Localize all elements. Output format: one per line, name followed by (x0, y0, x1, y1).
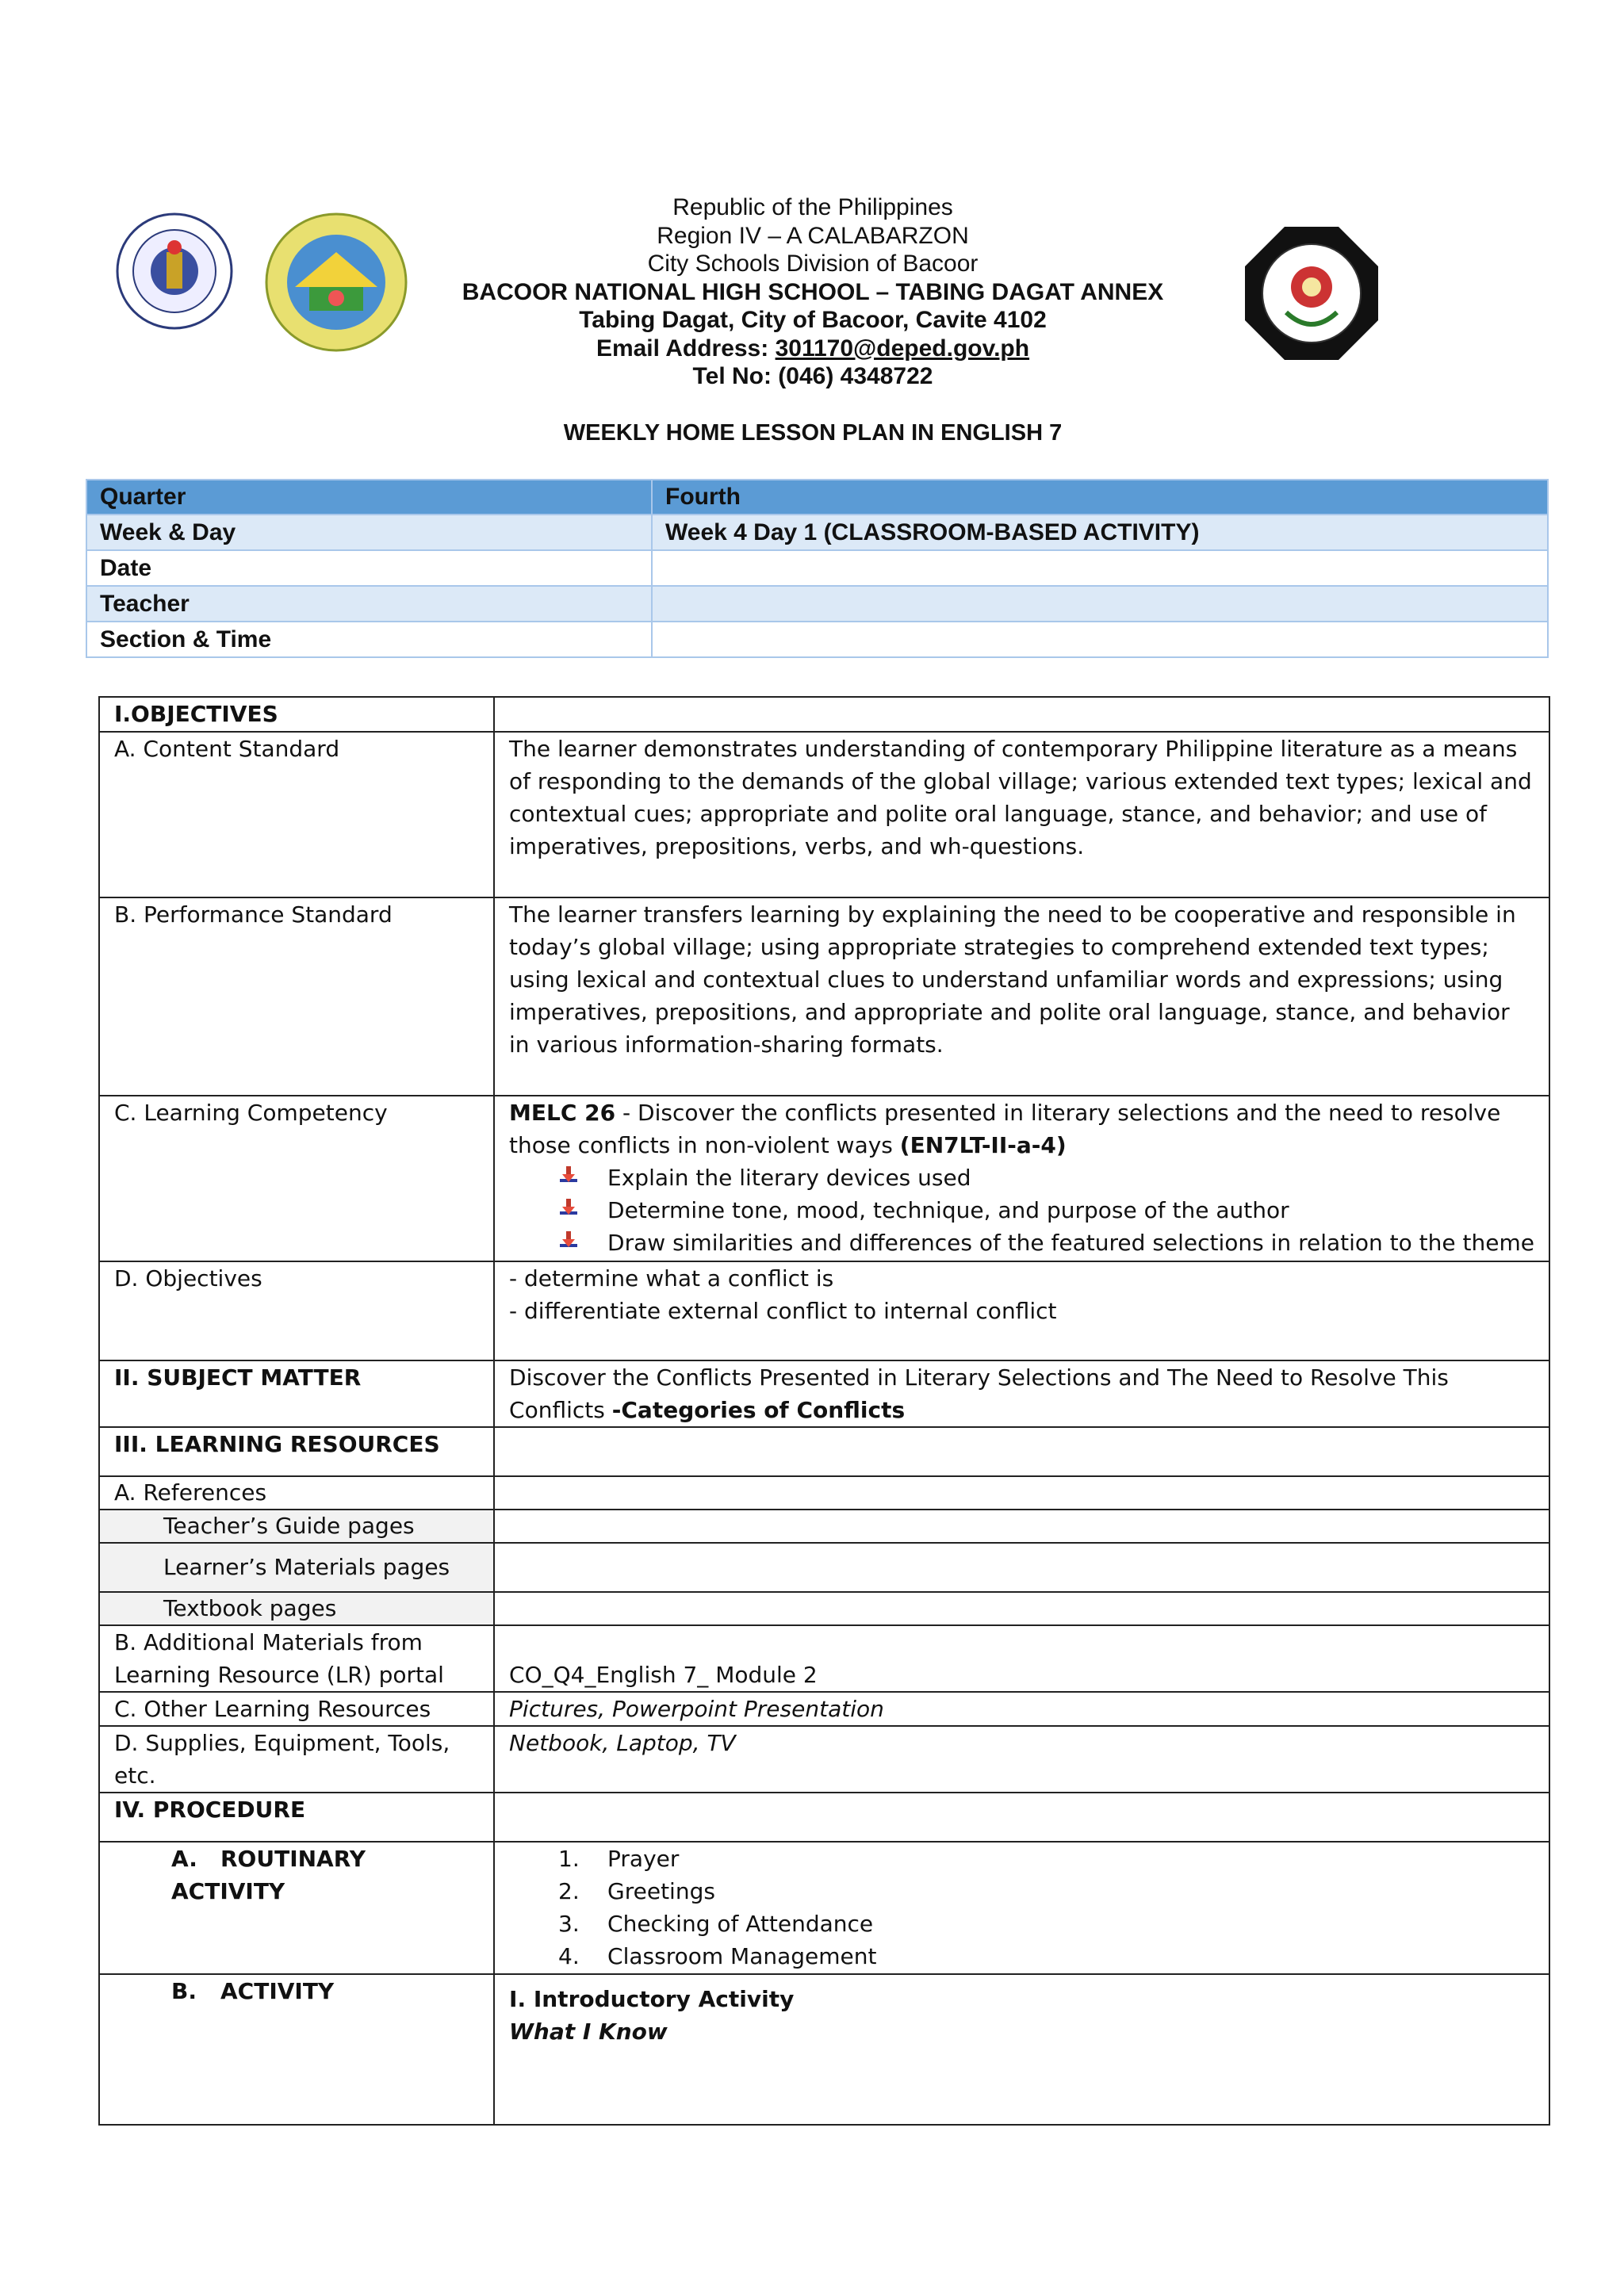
header-address: Tabing Dagat, City of Bacoor, Cavite 4102 (579, 307, 1047, 333)
row-tg-pages (99, 1510, 1549, 1543)
row-routinary-activity (99, 1842, 1549, 1974)
info-label: Teacher (86, 586, 652, 622)
header-tel: Tel No: (046) 4348722 (692, 363, 933, 389)
item-text: Classroom Management (607, 1943, 877, 1969)
additional-materials-value: CO_Q4_English 7_ Module 2 (494, 1625, 1549, 1692)
references-label: A. References (99, 1476, 494, 1510)
row-objectives (99, 1261, 1549, 1360)
row-learning-resources (99, 1427, 1549, 1476)
header-republic: Republic of the Philippines (672, 194, 953, 220)
info-row-week (86, 515, 1548, 550)
subject-matter-text: Discover the Conflicts Presented in Literary Selections and The Need to Resolve This Conflicts (509, 1364, 1449, 1423)
activity-subheading: What I Know (509, 2019, 668, 2045)
info-value: Week 4 Day 1 (CLASSROOM-BASED ACTIVITY) (652, 515, 1548, 550)
row-learning-competency (99, 1096, 1549, 1261)
supplies-value: Netbook, Laptop, TV (494, 1726, 1549, 1793)
activity-num: B. (171, 1978, 197, 2004)
info-value[interactable] (652, 586, 1548, 622)
additional-materials-label: B. Additional Materials from Learning Resource (LR) portal (99, 1625, 494, 1692)
row-subject-matter (99, 1360, 1549, 1427)
competency-text: - Discover the conflicts presented in literary selections and the need to resolve those conflicts in non-violent ways (509, 1100, 1501, 1158)
learning-resources-label: III. LEARNING RESOURCES (99, 1427, 494, 1476)
lm-pages-label: Learner’s Materials pages (99, 1543, 494, 1592)
procedure-label: IV. PROCEDURE (99, 1793, 494, 1842)
bullet-text: Explain the literary devices used (607, 1165, 971, 1191)
item-text: Checking of Attendance (607, 1911, 874, 1937)
row-performance-standard (99, 897, 1549, 1096)
info-value[interactable] (652, 622, 1548, 657)
performance-standard-text: The learner transfers learning by explaining the need to be cooperative and responsible in today’s global village; using appropriate strategies to comprehend extended text types; using lexical and contextual clues to understand unfamiliar words and expressions; using imperatives, prepositions, and appropriate and polite oral language, stance, and behavior in various information-sharing formats. (494, 897, 1549, 1096)
row-procedure (99, 1793, 1549, 1842)
email-link[interactable]: 301170@deped.gov.ph (775, 335, 1030, 362)
objectives-cell (494, 1261, 1549, 1360)
textbook-pages-label: Textbook pages (99, 1592, 494, 1625)
header-email-line (333, 335, 1293, 363)
competency-bullet (509, 1226, 1534, 1259)
competency-bullet (509, 1194, 1534, 1226)
competency-label: C. Learning Competency (99, 1096, 494, 1261)
arrow-bullet-icon (560, 1230, 577, 1252)
arrow-bullet-icon (560, 1165, 577, 1187)
routinary-item (509, 1908, 1534, 1940)
info-row-date (86, 550, 1548, 586)
arrow-bullet-icon (560, 1197, 577, 1219)
competency-ref: (EN7LT-II-a-4) (899, 1132, 1067, 1158)
subject-matter-cell (494, 1360, 1549, 1427)
activity-cell (494, 1974, 1549, 2125)
info-label: Date (86, 550, 652, 586)
performance-standard-label: B. Performance Standard (99, 897, 494, 1096)
row-other-resources (99, 1692, 1549, 1726)
item-text: Prayer (607, 1846, 680, 1872)
routinary-item (509, 1875, 1534, 1908)
row-lm-pages (99, 1543, 1549, 1592)
header-school-name: BACOOR NATIONAL HIGH SCHOOL – TABING DAGAT ANNEX (462, 278, 1164, 305)
email-label: Email Address: (596, 335, 776, 362)
info-row-section (86, 622, 1548, 657)
row-references (99, 1476, 1549, 1510)
subject-matter-bold: -Categories of Conflicts (611, 1397, 906, 1423)
routinary-activity-label (99, 1842, 494, 1974)
objective-item: - determine what a conflict is (509, 1265, 834, 1292)
lesson-plan-table (98, 696, 1550, 2126)
item-number: 2. (558, 1878, 580, 1904)
competency-cell (494, 1096, 1549, 1261)
info-label: Section & Time (86, 622, 652, 657)
routinary-item (509, 1940, 1534, 1973)
row-textbook-pages (99, 1592, 1549, 1625)
header-division: City Schools Division of Bacoor (647, 251, 979, 277)
competency-statement (509, 1096, 1534, 1161)
content-standard-label: A. Content Standard (99, 732, 494, 897)
info-value: Fourth (652, 480, 1548, 515)
supplies-label: D. Supplies, Equipment, Tools, etc. (99, 1726, 494, 1793)
subject-matter-label: II. SUBJECT MATTER (99, 1360, 494, 1427)
item-number: 1. (558, 1846, 580, 1872)
info-label: Quarter (86, 480, 652, 515)
bullet-text: Draw similarities and differences of the featured selections in relation to the theme (607, 1230, 1534, 1256)
document-title: WEEKLY HOME LESSON PLAN IN ENGLISH 7 (563, 420, 1063, 446)
row-supplies (99, 1726, 1549, 1793)
bullet-text: Determine tone, mood, technique, and purpose of the author (607, 1197, 1289, 1223)
activity-text: ACTIVITY (220, 1978, 335, 2004)
other-resources-label: C. Other Learning Resources (99, 1692, 494, 1726)
objectives-label: D. Objectives (99, 1261, 494, 1360)
school-header (333, 193, 1293, 391)
routinary-list (494, 1842, 1549, 1974)
row-additional-materials (99, 1625, 1549, 1692)
activity-heading: I. Introductory Activity (509, 1986, 795, 2012)
info-row-quarter (86, 480, 1548, 515)
objectives-heading: I.OBJECTIVES (99, 697, 494, 732)
item-number: 3. (558, 1911, 580, 1937)
objective-item: - differentiate external conflict to internal conflict (509, 1298, 1057, 1324)
other-resources-value: Pictures, Powerpoint Presentation (494, 1692, 1549, 1726)
item-number: 4. (558, 1943, 580, 1969)
header-region: Region IV – A CALABARZON (657, 222, 969, 249)
info-label: Week & Day (86, 515, 652, 550)
competency-code: MELC 26 (509, 1100, 616, 1126)
info-value[interactable] (652, 550, 1548, 586)
item-text: Greetings (607, 1878, 715, 1904)
row-activity (99, 1974, 1549, 2125)
routinary-item (509, 1843, 1534, 1875)
routinary-text: ROUTINARY ACTIVITY (171, 1846, 366, 1904)
deped-seal-logo (116, 212, 233, 330)
activity-label (99, 1974, 494, 2125)
routinary-num: A. (171, 1846, 197, 1872)
content-standard-text: The learner demonstrates understanding of contemporary Philippine literature as a means of responding to the demands of the global village; various extended text types; lexical and contextual cues; appropriate and polite oral language, stance, and behavior; and use of imperatives, prepositions, verbs, and wh-questions. (494, 732, 1549, 897)
info-row-teacher (86, 586, 1548, 622)
row-objectives-heading (99, 697, 1549, 732)
row-content-standard (99, 732, 1549, 897)
competency-bullet (509, 1161, 1534, 1194)
info-table (86, 479, 1549, 658)
tg-pages-label: Teacher’s Guide pages (99, 1510, 494, 1543)
